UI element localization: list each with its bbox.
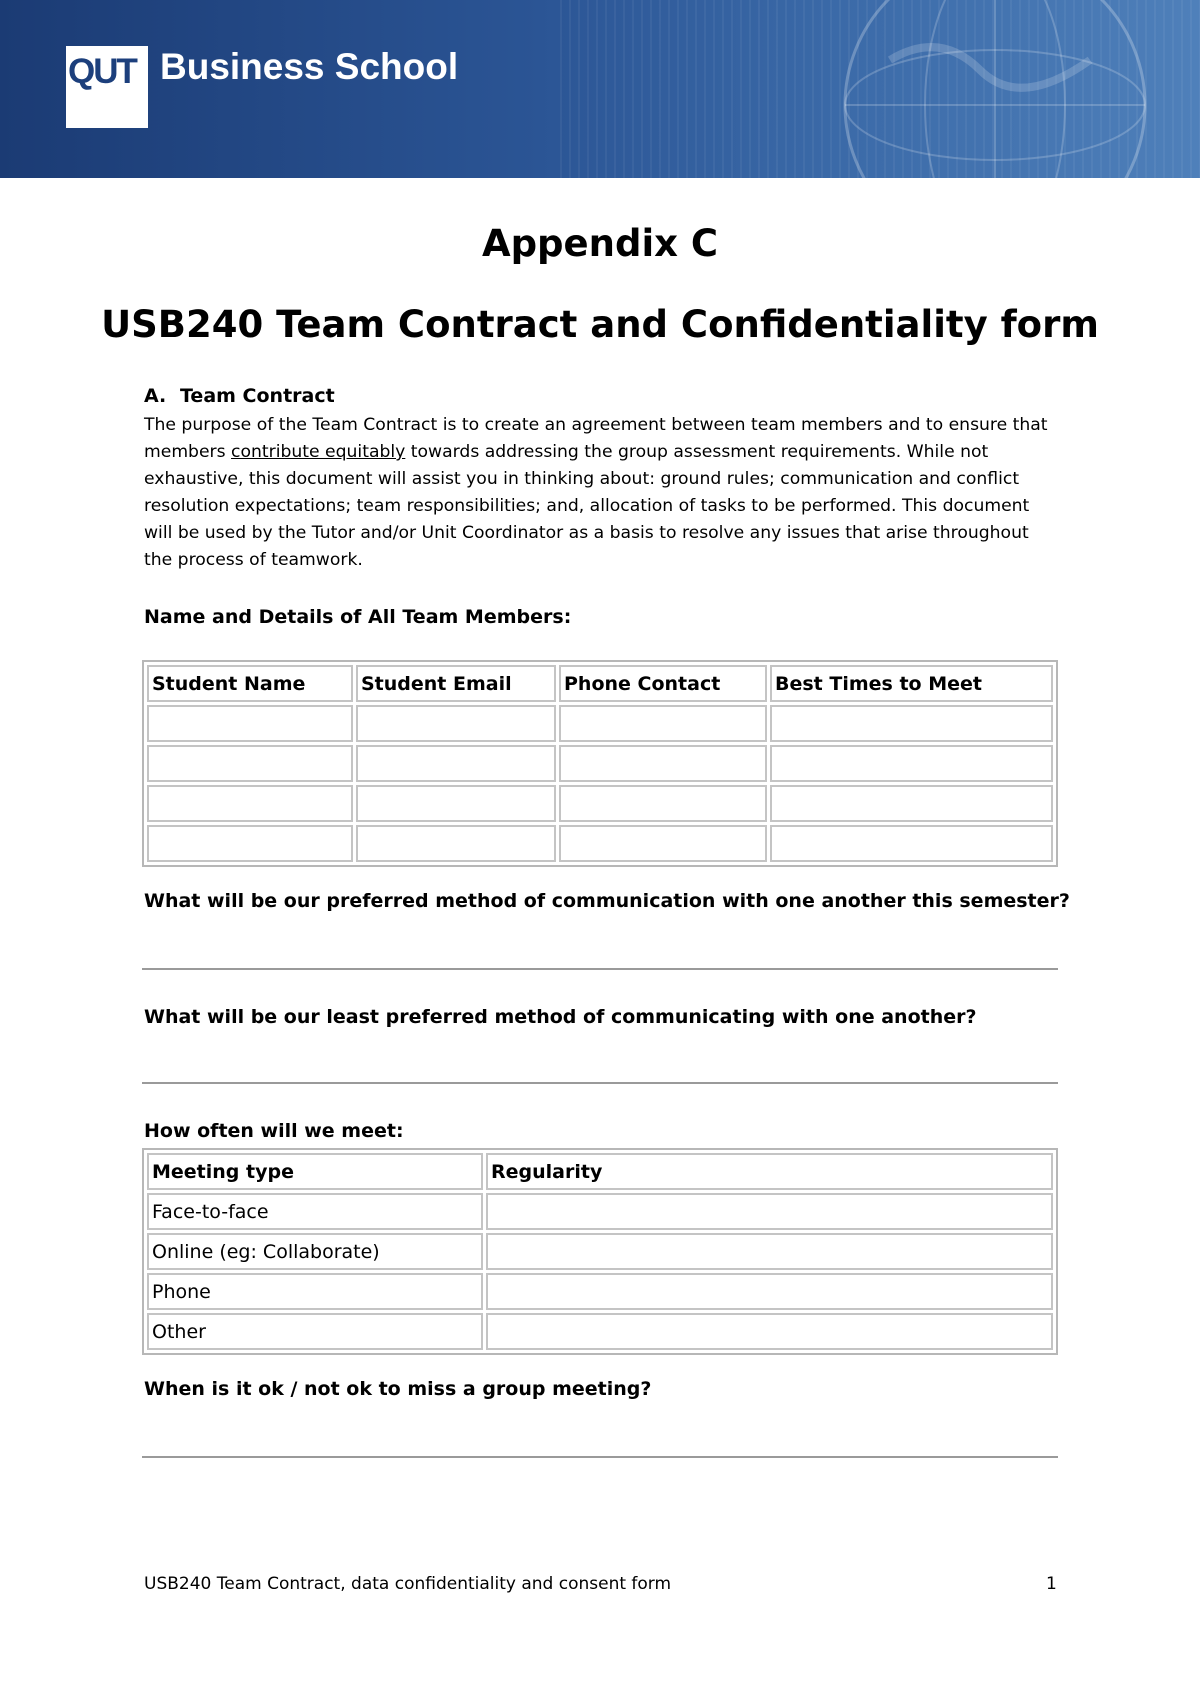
column-header: Meeting type [147, 1153, 483, 1190]
header-banner [0, 0, 1200, 178]
column-header: Regularity [486, 1153, 1053, 1190]
table-cell-input[interactable] [559, 745, 767, 782]
globe-graphic [830, 0, 1160, 178]
underlined-phrase: contribute equitably [231, 442, 406, 462]
regularity-input[interactable] [486, 1193, 1053, 1230]
meeting-type-label: Face-to-face [147, 1193, 483, 1230]
qut-logo-text: QUT [68, 52, 136, 91]
table-cell-input[interactable] [559, 705, 767, 742]
qut-logo [66, 46, 148, 128]
intro-paragraph [144, 412, 1056, 574]
column-header: Student Email [356, 665, 556, 702]
regularity-input[interactable] [486, 1313, 1053, 1350]
section-title: Team Contract [180, 385, 335, 407]
table-row [147, 745, 1053, 782]
question-meeting-frequency: How often will we meet: [144, 1120, 404, 1142]
table-cell-input[interactable] [770, 785, 1053, 822]
footer-text: USB240 Team Contract, data confidentiality and consent form [144, 1574, 672, 1594]
table-row [147, 1193, 1053, 1230]
table-row [147, 1233, 1053, 1270]
meetings-table [142, 1148, 1058, 1355]
page-number: 1 [1046, 1574, 1057, 1594]
meeting-type-label: Other [147, 1313, 483, 1350]
answer-line[interactable] [142, 1456, 1058, 1458]
table-cell-input[interactable] [770, 705, 1053, 742]
paragraph-part-2: towards addressing the group assessment requirements. While not exhaustive, this document will assist you in thinking about: ground rules; communication and conflict resolution expectations; team responsibilities; and, allocation of tasks to be performed. This document will be used by the Tutor and/or Unit Coordinator as a basis to resolve any issues that arise throughout the process of teamwork. [144, 442, 1030, 570]
section-heading [144, 385, 335, 407]
table-cell-input[interactable] [770, 825, 1053, 862]
table-row [147, 1313, 1053, 1350]
table-cell-input[interactable] [356, 825, 556, 862]
page-subtitle: USB240 Team Contract and Confidentiality form [101, 303, 1099, 346]
regularity-input[interactable] [486, 1233, 1053, 1270]
regularity-input[interactable] [486, 1273, 1053, 1310]
table-cell-input[interactable] [356, 705, 556, 742]
column-header: Best Times to Meet [770, 665, 1053, 702]
question-missing-meeting: When is it ok / not ok to miss a group meeting? [144, 1378, 652, 1400]
section-number: A. [144, 385, 167, 407]
table-cell-input[interactable] [559, 825, 767, 862]
meeting-type-label: Online (eg: Collaborate) [147, 1233, 483, 1270]
table-header-row [147, 1153, 1053, 1190]
table-row [147, 825, 1053, 862]
table-cell-input[interactable] [559, 785, 767, 822]
table-cell-input[interactable] [770, 745, 1053, 782]
answer-line[interactable] [142, 968, 1058, 970]
table-cell-input[interactable] [356, 785, 556, 822]
page-title: Appendix C [481, 222, 719, 265]
table-cell-input[interactable] [356, 745, 556, 782]
question-least-preferred-communication: What will be our least preferred method of communicating with one another? [144, 1006, 977, 1028]
table-row [147, 705, 1053, 742]
school-name: Business School [160, 46, 459, 87]
question-preferred-communication: What will be our preferred method of communication with one another this semester? [144, 890, 1070, 912]
paragraph-part-1: The purpose of the Team Contract is to create an agreement between team members and to ensure that members [144, 415, 1048, 462]
table-cell-input[interactable] [147, 785, 353, 822]
table-row [147, 785, 1053, 822]
team-members-table [142, 660, 1058, 867]
column-header: Phone Contact [559, 665, 767, 702]
meeting-type-label: Phone [147, 1273, 483, 1310]
answer-line[interactable] [142, 1082, 1058, 1084]
column-header: Student Name [147, 665, 353, 702]
table-cell-input[interactable] [147, 825, 353, 862]
table-cell-input[interactable] [147, 745, 353, 782]
table-cell-input[interactable] [147, 705, 353, 742]
table-row [147, 1273, 1053, 1310]
members-label: Name and Details of All Team Members: [144, 606, 572, 628]
table-header-row [147, 665, 1053, 702]
